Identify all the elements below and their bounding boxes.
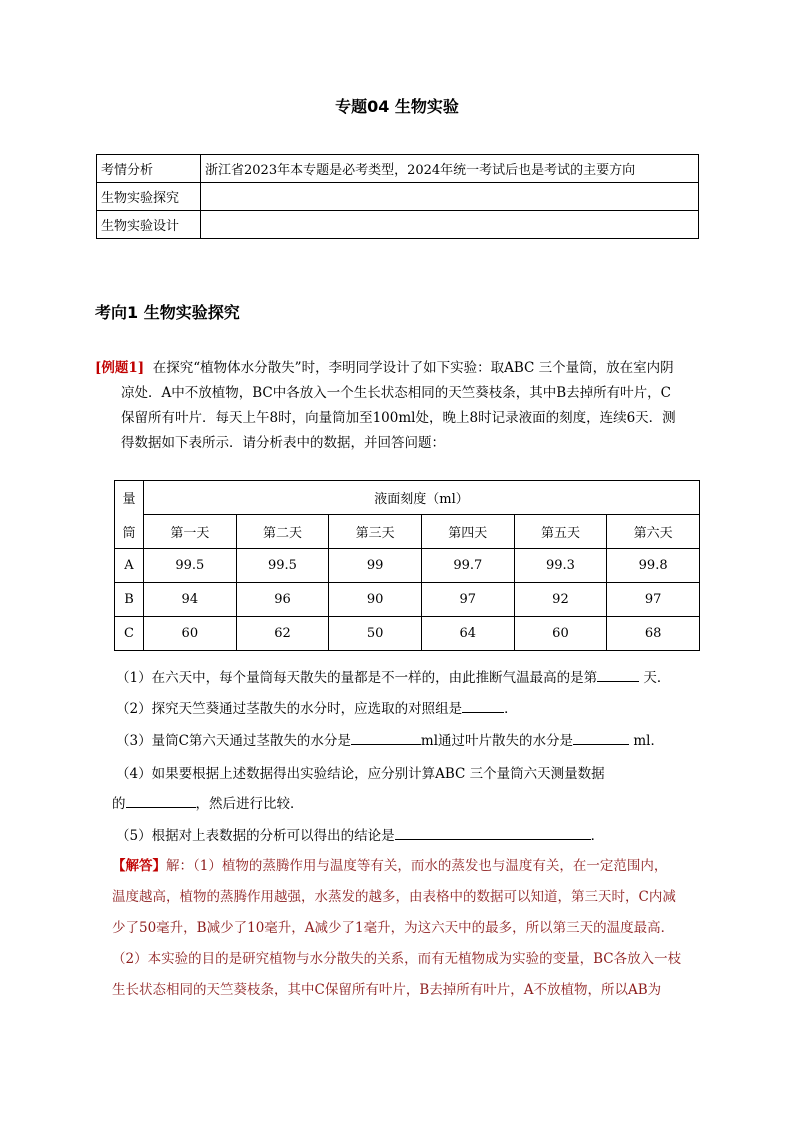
table-cell: 97 <box>421 583 514 617</box>
info-key: 生物实验设计 <box>97 211 201 239</box>
table-cell: 96 <box>236 583 329 617</box>
table-cell: 99.5 <box>236 549 329 583</box>
day-header: 第四天 <box>421 515 514 549</box>
example-tag: [例题1] <box>95 360 145 376</box>
answer-blank <box>597 667 639 682</box>
data-table <box>114 480 700 651</box>
info-table <box>96 154 699 239</box>
table-cell: 99 <box>329 549 422 583</box>
example-line: 保留所有叶片．每天上午8时，向量筒加至100ml处，晚上8时记录液面的刻度，连续6天．测 <box>121 410 676 426</box>
answer-line: 温度越高，植物的蒸腾作用越强，水蒸发的越多，由表格中的数据可以知道，第三天时，C内减 <box>112 889 676 905</box>
example-line: 凉处．A中不放植物，BC中各放入一个生长状态相同的天竺葵枝条，其中B去掉所有叶片，C <box>121 385 671 401</box>
table-row <box>97 211 699 239</box>
answer-line: 【解答】解：（1）植物的蒸腾作用与温度等有关，而水的蒸发也与温度有关，在一定范围内， <box>112 858 668 874</box>
table-cell: 92 <box>514 583 607 617</box>
answer-line: 少了50毫升，B减少了10毫升，A减少了1毫升，为这六天中的最多，所以第三天的温度最高． <box>112 920 675 936</box>
day-header: 第一天 <box>144 515 237 549</box>
info-value <box>201 183 699 211</box>
table-cell: 90 <box>329 583 422 617</box>
question-4-cont: 的 ，然后进行比较． <box>112 792 304 812</box>
table-cell: 99.3 <box>514 549 607 583</box>
table-cell: 62 <box>236 617 329 651</box>
row-label: B <box>115 583 144 617</box>
question-1: （1）在六天中，每个量筒每天散失的量都是不一样的，由此推断气温最高的是第 天． <box>116 666 670 686</box>
answer-tag: 【解答】 <box>112 858 166 874</box>
table-row <box>115 583 700 617</box>
day-header: 第六天 <box>607 515 700 549</box>
question-4: （4）如果要根据上述数据得出实验结论，应分别计算ABC 三个量筒六天测量数据 <box>116 766 605 782</box>
page-title: 专题04 生物实验 <box>335 97 459 116</box>
corner-cell: 量 筒 <box>115 481 144 549</box>
answer-blank <box>573 730 629 745</box>
question-5: （5）根据对上表数据的分析可以得出的结论是 ． <box>116 824 604 844</box>
day-header: 第二天 <box>236 515 329 549</box>
day-header: 第五天 <box>514 515 607 549</box>
table-cell: 60 <box>144 617 237 651</box>
question-2: （2）探究天竺葵通过茎散失的水分时，应选取的对照组是 ． <box>116 697 518 717</box>
table-row <box>115 617 700 651</box>
row-label: C <box>115 617 144 651</box>
table-cell: 99.5 <box>144 549 237 583</box>
info-value <box>201 211 699 239</box>
answer-blank <box>462 698 504 713</box>
section-title: 考向1 生物实验探究 <box>95 303 240 322</box>
table-row <box>97 155 699 183</box>
info-value: 浙江省2023年本专题是必考类型，2024年统一考试后也是考试的主要方向 <box>201 155 699 183</box>
example-paragraph <box>95 356 705 456</box>
answer-line: 生长状态相同的天竺葵枝条，其中C保留所有叶片，B去掉所有叶片，A不放植物，所以AB为 <box>112 982 662 998</box>
table-row <box>97 183 699 211</box>
table-cell: 68 <box>607 617 700 651</box>
group-header: 液面刻度（ml） <box>144 481 700 515</box>
table-cell: 97 <box>607 583 700 617</box>
table-cell: 99.7 <box>421 549 514 583</box>
info-key: 考情分析 <box>97 155 201 183</box>
answer-line: （2）本实验的目的是研究植物与水分散失的关系，而有无植物成为实验的变量，BC各放入一枝 <box>112 951 682 967</box>
example-line: 得数据如下表所示．请分析表中的数据，并回答问题： <box>121 435 445 451</box>
table-cell: 60 <box>514 617 607 651</box>
table-header-row <box>115 515 700 549</box>
table-row <box>115 549 700 583</box>
day-header: 第三天 <box>329 515 422 549</box>
answer-blank <box>126 793 196 808</box>
info-key: 生物实验探究 <box>97 183 201 211</box>
table-cell: 94 <box>144 583 237 617</box>
question-3: （3）量筒C第六天通过茎散失的水分是 ml通过叶片散失的水分是 ml． <box>116 729 664 749</box>
answer-blank <box>351 730 421 745</box>
table-header-row <box>115 481 700 515</box>
example-line: 在探究“植物体水分散失”时，李明同学设计了如下实验：取ABC 三个量筒，放在室内阴 <box>152 360 674 376</box>
table-cell: 99.8 <box>607 549 700 583</box>
answer-blank <box>395 825 591 840</box>
table-cell: 64 <box>421 617 514 651</box>
row-label: A <box>115 549 144 583</box>
table-cell: 50 <box>329 617 422 651</box>
